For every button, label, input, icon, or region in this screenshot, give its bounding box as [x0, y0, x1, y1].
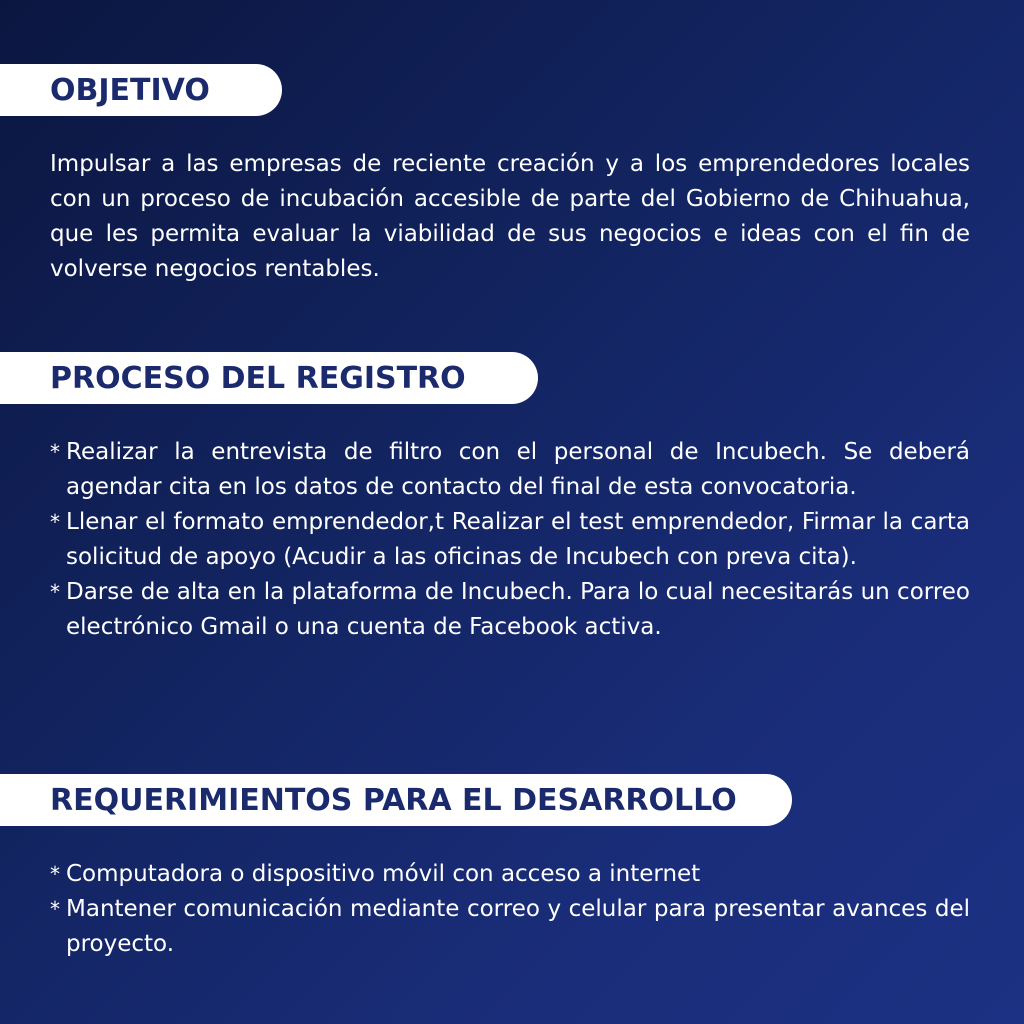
list-item	[50, 892, 970, 962]
bullet-marker: *	[50, 440, 60, 464]
objetivo-text: Impulsar a las empresas de reciente creación y a los emprendedores locales con un proceso de incubación accesible de parte del Gobierno de Chihuahua, que les permita evaluar la viabilidad de sus negocios e ideas con el fin de volverse negocios rentables.	[50, 151, 970, 282]
objetivo-heading: OBJETIVO	[50, 72, 210, 108]
list-item-text: Mantener comunicación mediante correo y celular para presentar avances del proyecto.	[66, 896, 970, 957]
registro-heading-pill	[0, 352, 538, 404]
list-item-text: Llenar el formato emprendedor,t Realizar el test emprendedor, Firmar la carta solicitud de apoyo (Acudir a las oficinas de Incubech con preva cita).	[66, 509, 970, 570]
requerimientos-heading: REQUERIMIENTOS PARA EL DESARROLLO	[50, 782, 737, 818]
requerimientos-list	[50, 857, 970, 962]
requerimientos-heading-pill	[0, 774, 792, 826]
list-item-text: Computadora o dispositivo móvil con acceso a internet	[66, 861, 701, 887]
list-item	[50, 575, 970, 645]
list-item	[50, 505, 970, 575]
objetivo-heading-pill	[0, 64, 282, 116]
bullet-marker: *	[50, 897, 60, 921]
list-item	[50, 435, 970, 505]
bullet-marker: *	[50, 862, 60, 886]
bullet-marker: *	[50, 580, 60, 604]
list-item-text: Realizar la entrevista de filtro con el personal de Incubech. Se deberá agendar cita en los datos de contacto del final de esta convocatoria.	[66, 439, 970, 500]
list-item-text: Darse de alta en la plataforma de Incubech. Para lo cual necesitarás un correo electrónico Gmail o una cuenta de Facebook activa.	[66, 579, 970, 640]
registro-heading: PROCESO DEL REGISTRO	[50, 360, 466, 396]
bullet-marker: *	[50, 510, 60, 534]
registro-list	[50, 435, 970, 645]
list-item	[50, 857, 970, 892]
